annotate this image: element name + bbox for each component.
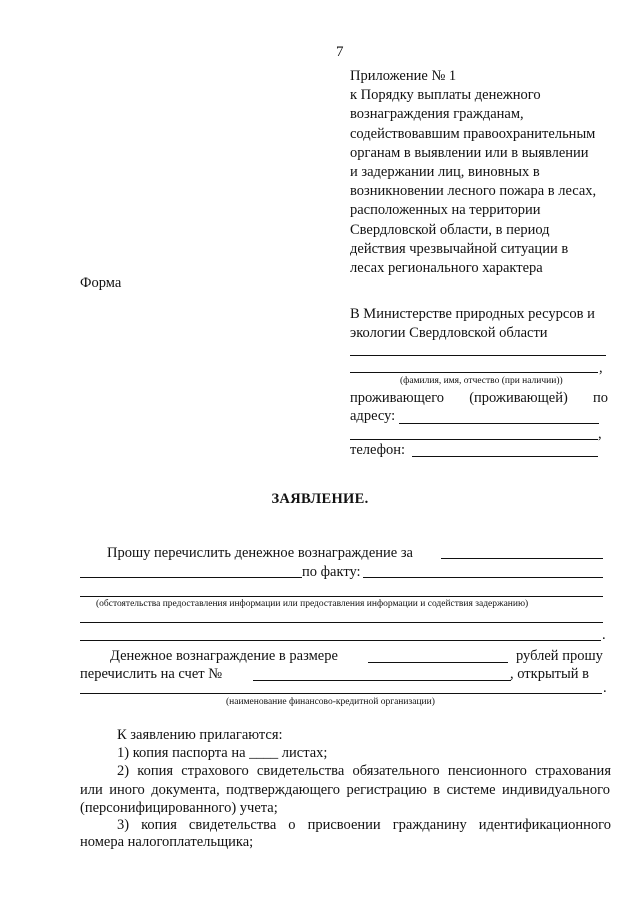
document-title: ЗАЯВЛЕНИЕ. [271,491,369,507]
addressee-line-1: В Министерстве природных ресурсов и [350,306,595,322]
appendix-block [350,67,620,278]
residing-word: (проживающей) [469,390,568,406]
request-line-1: Прошу перечислить денежное вознаграждение за [107,545,413,561]
fio-field-line-1[interactable] [350,355,606,356]
bank-caption: (наименование финансово-кредитной организации) [226,697,435,707]
amount-prefix: Денежное вознаграждение в размере [110,648,338,664]
fio-comma: , [599,360,603,376]
attachment-1-blank: ____ [249,745,279,761]
attachment-item-3-line-2: номера налогоплательщика; [80,834,254,850]
appendix-line: содействовавшим правоохранительным [350,125,596,142]
attachment-1-prefix: 1) копия паспорта на [117,745,246,761]
attachment-item-2-line-1: 2) копия страхового свидетельства обязательного пенсионного страхования [117,763,611,779]
fact-field-2[interactable] [80,596,603,597]
appendix-line: к Порядку выплаты денежного [350,87,541,104]
bank-end-period: . [603,680,607,696]
appendix-line: Свердловской области, в период [350,221,550,238]
appendix-line: лесах регионального характера [350,260,543,277]
appendix-line: действия чрезвычайной ситуации в [350,240,569,257]
circumstances-caption: (обстоятельства предоставления информации или предоставления информации и содействия задержанию) [96,599,529,609]
account-prefix: перечислить на счет № [80,666,223,682]
fact-field-3[interactable] [80,622,603,623]
bank-field[interactable] [80,693,602,694]
reward-for-field-2[interactable] [80,577,302,578]
fact-label: по факту: [302,564,361,580]
appendix-line: вознаграждения гражданам, [350,106,524,123]
attachment-item-2-line-3: (персонифицированного) учета; [80,800,278,816]
fact-end-period: . [602,627,606,643]
appendix-line: органам в выявлении или в выявлении [350,144,589,161]
appendix-line: возникновении лесного пожара в лесах, [350,183,597,200]
addressee-line-2: экологии Свердловской области [350,325,548,341]
phone-label: телефон: [350,442,406,458]
attachment-item-2-line-2: или иного документа, подтверждающего регистрацию в системе индивидуального [80,782,610,798]
attachment-item-3-line-1: 3) копия свидетельства о присвоении гражданину идентификационного [117,817,611,833]
address-comma: , [598,426,602,442]
account-field[interactable] [253,680,511,681]
residing-line [350,390,608,407]
appendix-line: Приложение № 1 [350,68,457,84]
page-number: 7 [336,44,344,60]
appendix-line: и задержании лиц, виновных в [350,164,540,181]
attachment-1-suffix: листах; [281,745,328,761]
address-field-1[interactable] [399,423,599,424]
form-label: Форма [80,275,122,291]
appendix-line: расположенных на территории [350,202,541,219]
fact-field-1[interactable] [363,577,603,578]
residing-word: проживающего [350,390,445,406]
amount-suffix: рублей прошу [516,648,603,664]
address-label: адресу: [350,408,396,424]
account-suffix: , открытый в [510,666,589,682]
fio-field-line-2[interactable] [350,372,598,373]
residing-word: по [592,390,608,406]
amount-field[interactable] [368,648,508,663]
phone-field[interactable] [412,456,598,457]
fio-caption: (фамилия, имя, отчество (при наличии)) [400,376,563,386]
attachment-item-1 [117,745,327,762]
reward-for-field[interactable] [441,558,603,559]
attachments-intro: К заявлению прилагаются: [117,727,283,743]
address-field-2[interactable] [350,439,598,440]
fact-field-4[interactable] [80,640,601,641]
